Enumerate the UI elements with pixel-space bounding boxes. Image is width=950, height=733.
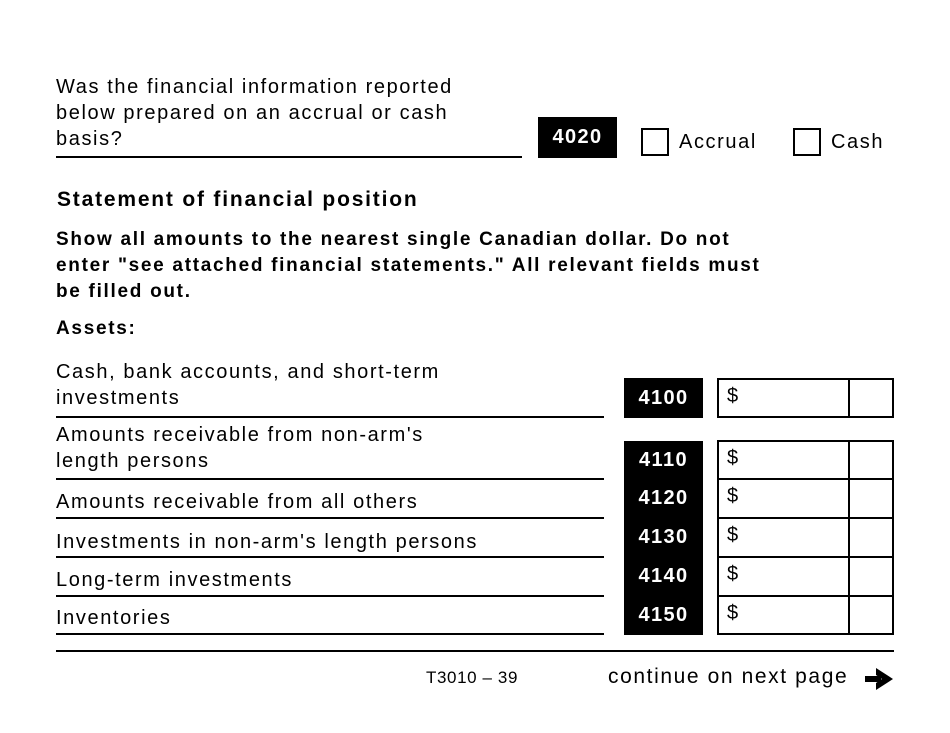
instruction-line: Show all amounts to the nearest single Canadian dollar. Do not — [56, 229, 731, 250]
accrual-label: Accrual — [679, 131, 757, 153]
row-label-4150 — [56, 605, 596, 631]
row-label-4140 — [56, 567, 596, 593]
arrow-right-icon — [864, 667, 894, 691]
row-underline — [56, 633, 604, 635]
row-label-line: Amounts receivable from non-arm's — [56, 424, 424, 446]
amount-field-4120[interactable] — [717, 478, 894, 519]
line-code-4130: 4130 — [624, 518, 703, 557]
row-label-line: Investments in non-arm's length persons — [56, 531, 478, 553]
line-code-4120: 4120 — [624, 479, 703, 518]
line-code-4100: 4100 — [624, 378, 703, 418]
dollar-sign: $ — [727, 524, 739, 546]
dollar-sign: $ — [727, 602, 739, 624]
cash-checkbox[interactable] — [793, 128, 821, 156]
line-code-4020: 4020 — [538, 117, 617, 158]
instruction-line: enter "see attached financial statements." All relevant fields must — [56, 255, 761, 276]
line-code-4110: 4110 — [624, 441, 703, 479]
row-label-4100 — [56, 359, 596, 411]
row-underline — [56, 556, 604, 558]
row-underline — [56, 595, 604, 597]
footer-rule — [56, 650, 894, 652]
row-label-line: Cash, bank accounts, and short-term — [56, 361, 440, 383]
amount-field-4130[interactable] — [717, 517, 894, 558]
question-underline — [56, 156, 522, 158]
dollar-sign: $ — [727, 385, 739, 407]
cents-divider — [848, 558, 850, 595]
cents-divider — [848, 597, 850, 633]
section-title: Statement of financial position — [57, 188, 419, 211]
continue-text: continue on next page — [608, 665, 849, 688]
assets-heading: Assets: — [56, 318, 137, 339]
row-label-4110 — [56, 422, 596, 474]
amount-field-4100[interactable] — [717, 378, 894, 418]
form-number: T3010 – 39 — [426, 668, 519, 687]
cents-divider — [848, 519, 850, 556]
instruction-line: be filled out. — [56, 281, 192, 302]
row-underline — [56, 416, 604, 418]
basis-question-line: below prepared on an accrual or cash — [56, 102, 449, 124]
row-label-line: Inventories — [56, 607, 172, 629]
row-underline — [56, 517, 604, 519]
row-label-4130 — [56, 529, 596, 555]
row-label-line: investments — [56, 387, 181, 409]
amount-field-4110[interactable] — [717, 440, 894, 480]
basis-question-line: Was the financial information reported — [56, 76, 453, 98]
row-label-line: length persons — [56, 450, 210, 472]
accrual-checkbox[interactable] — [641, 128, 669, 156]
amount-field-4150[interactable] — [717, 595, 894, 635]
amount-field-4140[interactable] — [717, 556, 894, 597]
dollar-sign: $ — [727, 485, 739, 507]
cents-divider — [848, 380, 850, 416]
instructions — [56, 227, 896, 305]
basis-question-line: basis? — [56, 128, 124, 150]
dollar-sign: $ — [727, 447, 739, 469]
row-underline — [56, 478, 604, 480]
row-label-line: Amounts receivable from all others — [56, 491, 419, 513]
row-label-4120 — [56, 489, 596, 515]
line-code-4140: 4140 — [624, 557, 703, 596]
line-code-4150: 4150 — [624, 596, 703, 635]
cash-label: Cash — [831, 131, 885, 153]
cents-divider — [848, 442, 850, 478]
row-label-line: Long-term investments — [56, 569, 294, 591]
basis-question — [56, 74, 526, 152]
cents-divider — [848, 480, 850, 517]
dollar-sign: $ — [727, 563, 739, 585]
